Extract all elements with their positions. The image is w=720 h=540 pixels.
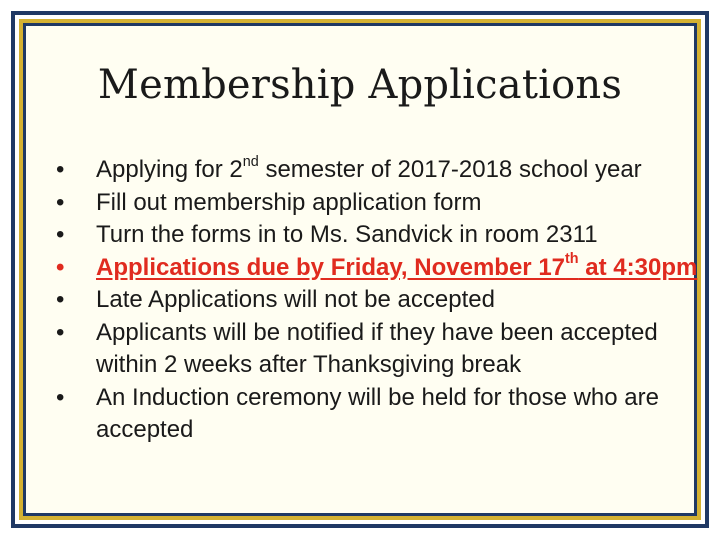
bullet-icon: •	[56, 318, 65, 346]
bullet-icon: •	[56, 188, 65, 216]
slide-border-outer	[11, 11, 709, 528]
bullet-icon: •	[56, 221, 65, 248]
bullet-item-fill-form	[52, 187, 712, 220]
bullet-icon: •	[56, 383, 65, 411]
bullet-item-late	[52, 284, 712, 317]
bullet-icon: •	[56, 253, 65, 281]
bullet-icon: •	[56, 156, 65, 183]
bullet-item-semester	[52, 154, 712, 187]
bullet-text: Applications due by Friday, November 17th at 4:30pm	[96, 251, 698, 281]
bullet-list	[52, 154, 712, 447]
bullet-item-deadline	[52, 252, 712, 285]
bullet-text: Applying for 2nd semester of 2017-2018 school year	[96, 153, 642, 183]
slide-content-area	[23, 23, 697, 516]
bullet-text: Fill out membership application form	[96, 188, 482, 216]
slide-title: Membership Applications	[97, 62, 623, 108]
bullet-icon: •	[56, 286, 65, 313]
bullet-item-turn-in	[52, 219, 712, 252]
bullet-text: Late Applications will not be accepted	[96, 286, 495, 313]
bullet-text: Applicants will be notified if they have been accepted within 2 weeks after Thanksgiving break	[96, 318, 658, 378]
bullet-text: An Induction ceremony will be held for those who are accepted	[96, 383, 659, 443]
slide-border-gold	[19, 19, 701, 520]
bullet-item-notified	[52, 317, 712, 382]
bullet-item-ceremony	[52, 382, 712, 447]
bullet-text: Turn the forms in to Ms. Sandvick in room 2311	[96, 221, 598, 248]
